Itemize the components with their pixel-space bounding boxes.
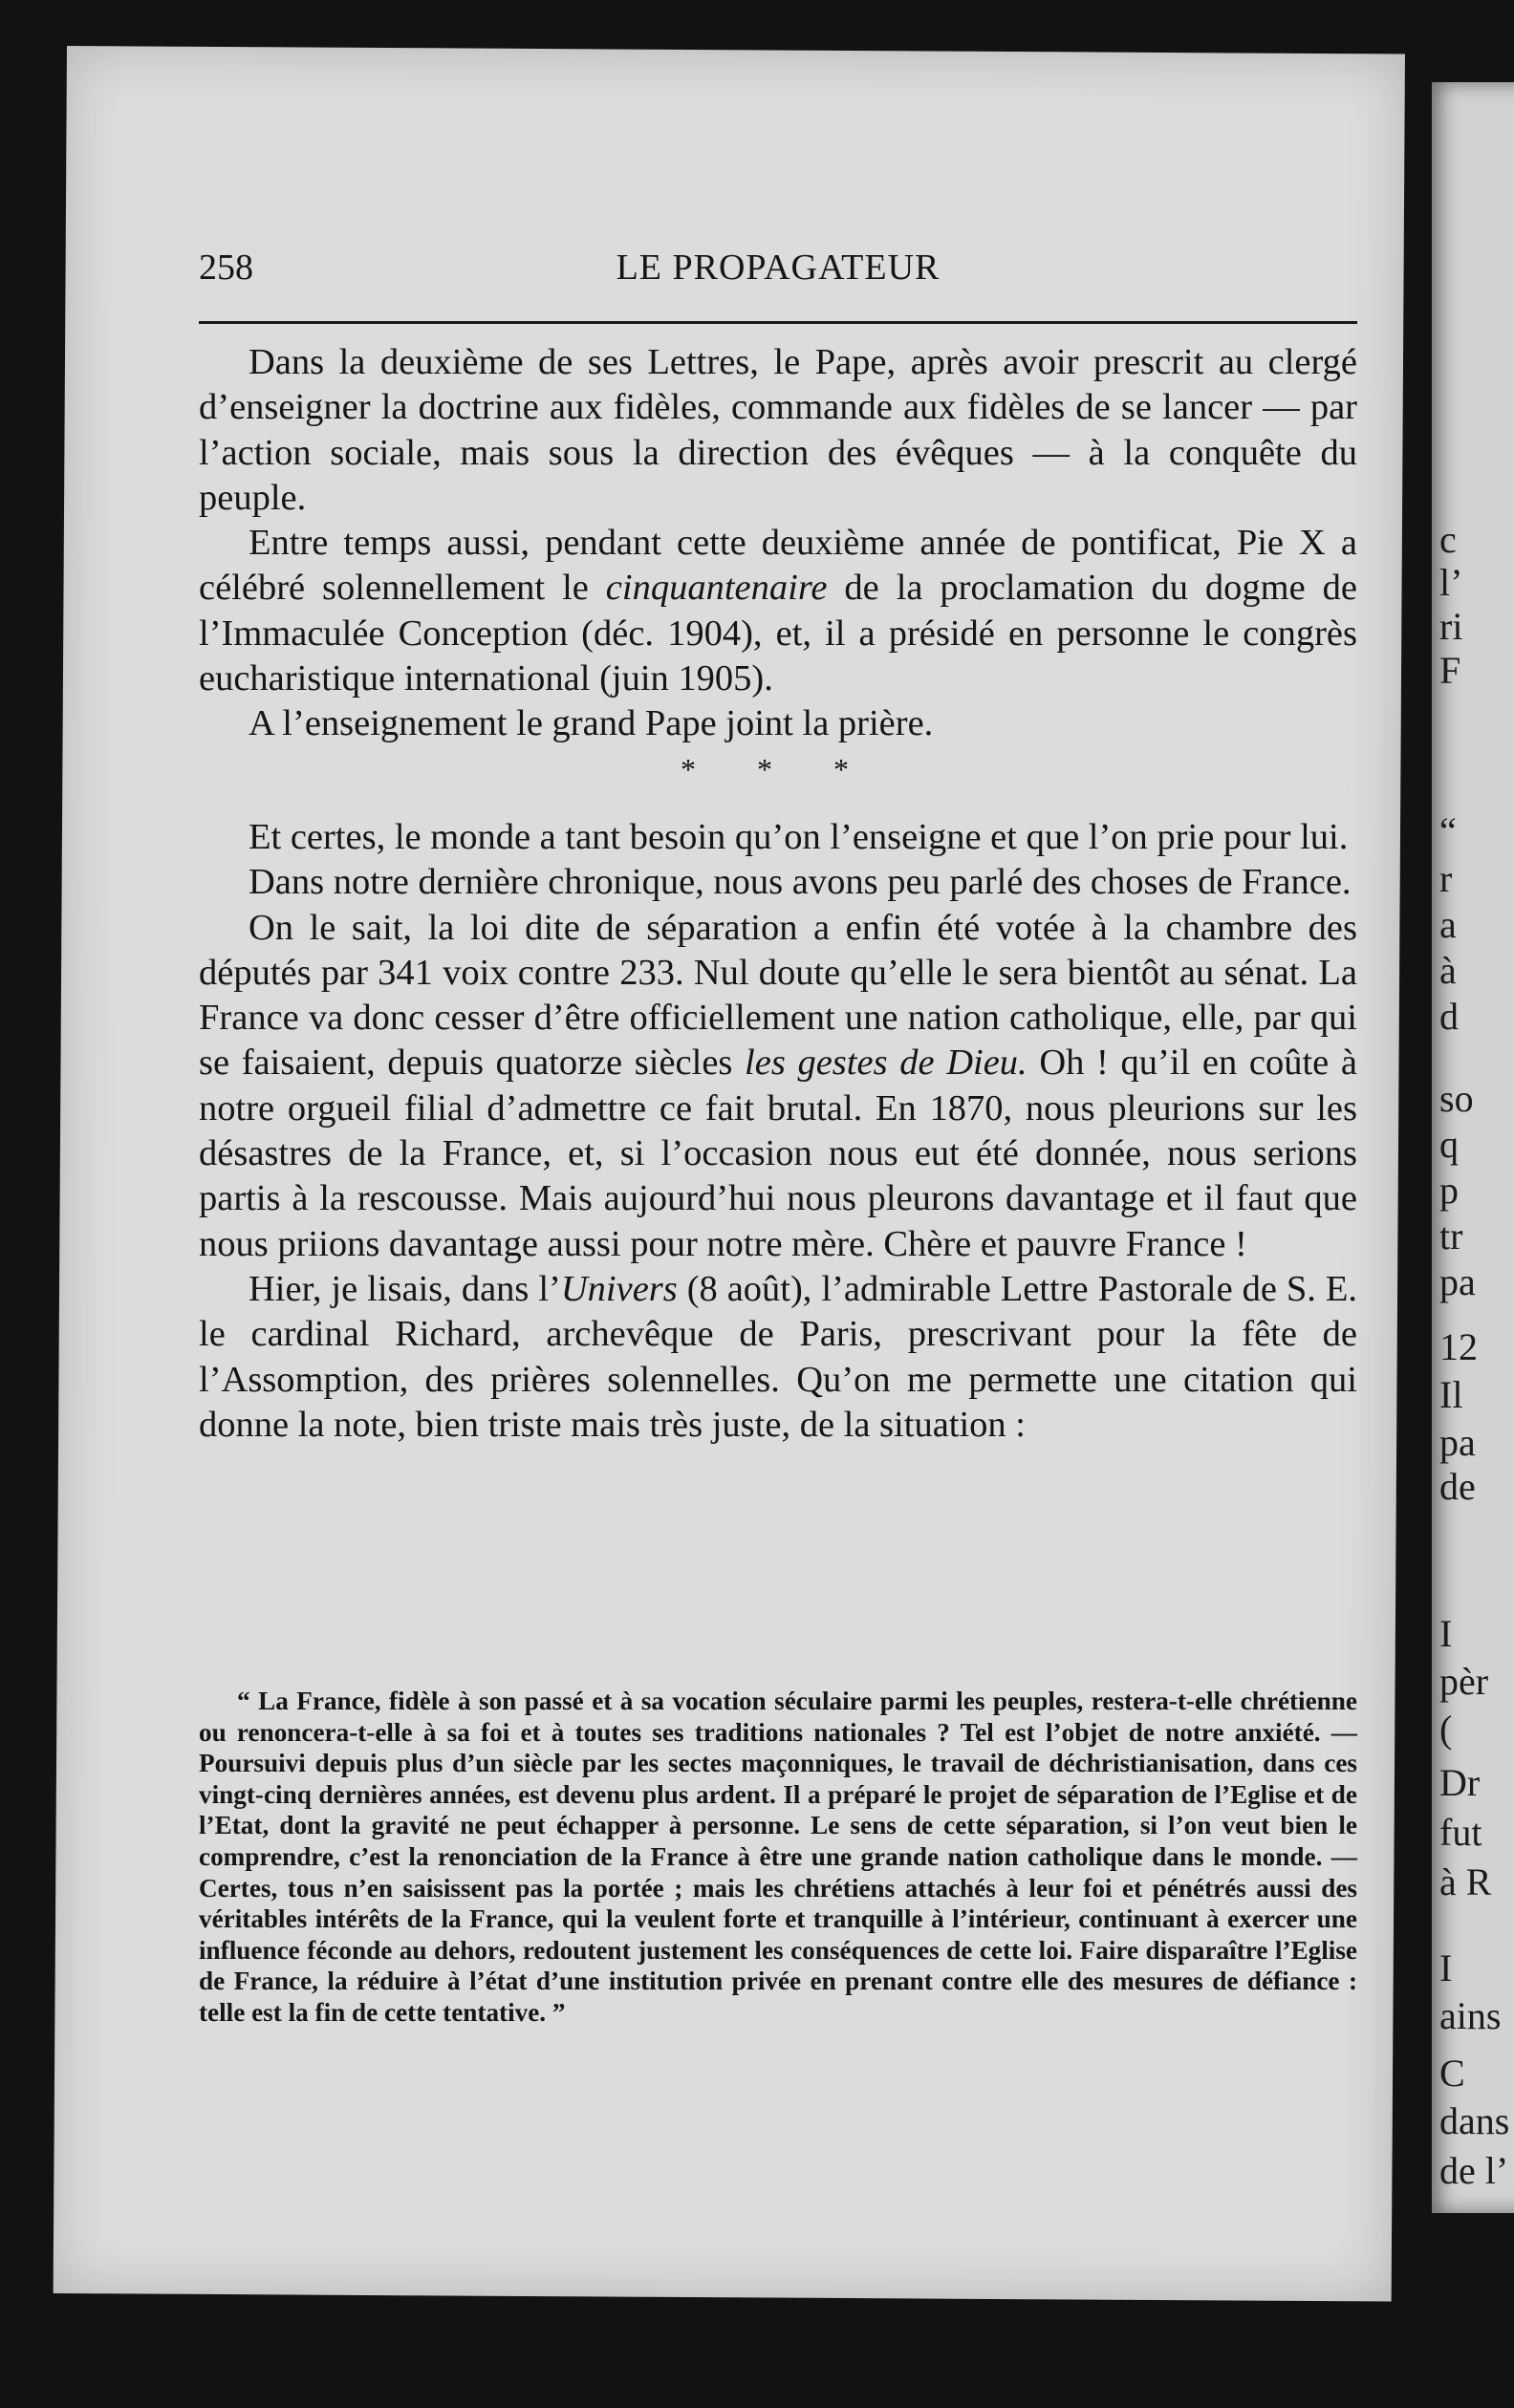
- body-text: [199, 340, 1357, 1448]
- text-run: On le sait, la loi dite de séparation a enfin été votée à la chambre des députés par 341 voix contre 233. Nul doute qu’elle le sera bientôt au sénat. La France va donc cesser d’être officiellement une nation catholique, elle, par qui se faisaient, depuis quatorze siècles: [199, 907, 1357, 1084]
- text-run: Hier, je lisais, dans l’: [249, 1268, 561, 1309]
- italic-text: cinquantenaire: [605, 568, 828, 609]
- adjacent-fragment: tr: [1439, 1215, 1463, 1258]
- adjacent-fragment: q: [1439, 1123, 1459, 1166]
- adjacent-page-edge: [1432, 82, 1514, 2213]
- adjacent-fragment: “: [1439, 809, 1457, 852]
- adjacent-fragment: ri: [1439, 605, 1463, 648]
- paragraph: Et certes, le monde a tant besoin qu’on l’enseigne et que l’on prie pour lui.: [249, 816, 1349, 857]
- adjacent-fragment: pa: [1439, 1260, 1476, 1303]
- adjacent-fragment: F: [1439, 649, 1461, 692]
- block-quote: [199, 1686, 1357, 2029]
- paragraph: [199, 521, 1357, 701]
- adjacent-fragment: de: [1439, 1465, 1476, 1508]
- adjacent-fragment: de l’: [1439, 2149, 1509, 2192]
- page-number: 258: [199, 247, 253, 288]
- page-header: [199, 247, 1357, 304]
- adjacent-fragment: d: [1439, 995, 1459, 1038]
- adjacent-fragment: Dr: [1439, 1761, 1481, 1804]
- spacer: [199, 792, 1357, 815]
- adjacent-fragment: dans: [1439, 2099, 1510, 2142]
- italic-text: les gestes de Dieu.: [745, 1043, 1027, 1084]
- running-title: LE PROPAGATEUR: [616, 247, 941, 288]
- adjacent-fragment: a: [1439, 903, 1457, 946]
- adjacent-fragment: pèr: [1439, 1660, 1489, 1703]
- adjacent-fragment: C: [1439, 2052, 1465, 2095]
- text-run: Oh ! qu’il en coûte à notre orgueil filial d’admettre ce fait brutal. En 1870, nous pleurions sur les désastres de la France, et, si l’occasion nous eut été donnée, nous serions partis à la rescousse. Mais aujourd’hui nous pleurons davantage et il faut que nous priions davantage aussi pour notre mère. Chère et pauvre France !: [199, 1043, 1357, 1264]
- adjacent-fragment: l’: [1439, 561, 1463, 604]
- adjacent-fragment: Il: [1439, 1373, 1463, 1416]
- adjacent-fragment: p: [1439, 1169, 1459, 1212]
- adjacent-fragment: pa: [1439, 1421, 1476, 1464]
- adjacent-fragment: so: [1439, 1077, 1474, 1120]
- section-separator: * * *: [681, 751, 876, 786]
- paragraph: [199, 1267, 1357, 1448]
- italic-text: Univers: [560, 1268, 678, 1309]
- text-run: (8 août), l’admirable Lettre Pastorale de S. E. le cardinal Richard, archevêque de Paris, prescrivant pour la fête de l’Assomption, des prières solennelles. Qu’on me permette une citation qui donne la note, bien triste mais très juste, de la situation :: [199, 1268, 1357, 1445]
- adjacent-fragment: ains: [1439, 1994, 1502, 2037]
- paragraph: Dans la deuxième de ses Lettres, le Pape, après avoir prescrit au clergé d’enseigner la doctrine aux fidèles, commande aux fidèles de se lancer — par l’action sociale, mais sous la direction des évêques — à la conquête du peuple.: [199, 342, 1357, 518]
- text-run: Entre temps aussi, pendant cette deuxième année de pontificat, Pie X a célébré solennellement le: [199, 523, 1357, 609]
- adjacent-fragment: à: [1439, 949, 1457, 992]
- adjacent-fragment: I: [1439, 1946, 1453, 1989]
- adjacent-fragment: à R: [1439, 1860, 1492, 1903]
- text-run: de la proclamation du dogme de l’Immaculée Conception (déc. 1904), et, il a présidé en personne le congrès eucharistique international (juin 1905).: [199, 568, 1357, 699]
- adjacent-fragment: fut: [1439, 1811, 1482, 1854]
- adjacent-fragment: I: [1439, 1612, 1453, 1655]
- adjacent-fragment: 12: [1439, 1325, 1478, 1368]
- paragraph: [199, 906, 1357, 1267]
- adjacent-fragment: (: [1439, 1708, 1453, 1751]
- header-rule: [199, 321, 1357, 324]
- quote-text: “ La France, fidèle à son passé et à sa vocation séculaire parmi les peuples, restera-t-elle chrétienne ou renoncera-t-elle à sa foi et à toutes ses traditions nationales ? Tel est l’objet de notre anxiété. — Poursuivi depuis plus d’un siècle par les sectes maçonniques, le travail de déchristianisation, dans ces vingt-cinq dernières années, est devenu plus ardent. Il a préparé le projet de séparation de l’Eglise et de l’Etat, dont la gravité ne peut échapper à personne. Le sens de cette séparation, si l’on veut bien le comprendre, c’est la renonciation de la France à être une grande nation catholique dans le monde. — Certes, tous n’en saisissent pas la portée ; mais les chrétiens attachés à leur foi et pénétrés aussi des véritables intérêts de la France, qui la veulent forte et tranquille à l’intérieur, continuant à exercer une influence féconde au dehors, redoutent justement les conséquences de cette loi. Faire disparaître l’Eglise de France, la réduire à l’état d’une institution privée en prenant contre elle des mesures de défiance : telle est la fin de cette tentative. ”: [199, 1687, 1357, 2027]
- paragraph: A l’enseignement le grand Pape joint la prière.: [249, 703, 934, 744]
- adjacent-fragment: r: [1439, 857, 1453, 900]
- paragraph: Dans notre dernière chronique, nous avons peu parlé des choses de France.: [249, 862, 1352, 903]
- adjacent-fragment: c: [1439, 518, 1457, 561]
